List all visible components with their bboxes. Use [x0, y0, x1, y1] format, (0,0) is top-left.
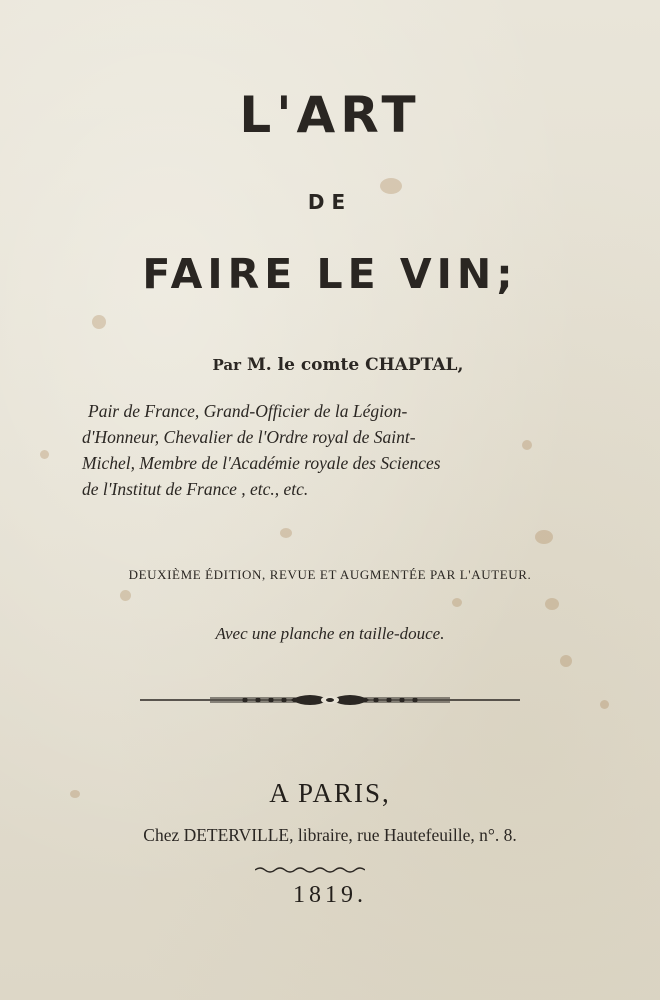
foxing-stain — [600, 700, 609, 709]
author-line — [8, 355, 660, 375]
edition-line: DEUXIÈME ÉDITION, REVUE ET AUGMENTÉE PAR L'AUTEUR. — [128, 567, 532, 582]
foxing-stain — [280, 528, 292, 538]
imprint-year: 1819. — [293, 882, 367, 908]
author-prefix: Par — [212, 356, 242, 374]
title-line-3: FAIRE LE VIN; — [142, 250, 518, 298]
foxing-stain — [120, 590, 131, 601]
title-line-2: DE — [307, 190, 353, 214]
small-rule — [255, 866, 365, 874]
foxing-stain — [535, 530, 553, 544]
author-titles-line: Michel, Membre de l'Académie royale des Sciences — [82, 453, 441, 473]
ornamental-rule — [140, 688, 520, 712]
plate-note: Avec une planche en taille-douce. — [215, 624, 445, 643]
author-titles — [82, 398, 568, 502]
foxing-stain — [40, 450, 49, 459]
foxing-stain — [92, 315, 106, 329]
author-name: M. le comte CHAPTAL, — [246, 355, 464, 375]
author-titles-line: d'Honneur, Chevalier de l'Ordre royal de Saint- — [82, 427, 416, 447]
imprint-city: A PARIS, — [269, 778, 391, 808]
author-titles-line: de l'Institut de France , etc., etc. — [82, 479, 309, 499]
imprint-publisher: Chez DETERVILLE, libraire, rue Hautefeuille, n°. 8. — [143, 825, 517, 845]
foxing-stain — [452, 598, 462, 607]
foxing-stain — [545, 598, 559, 610]
author-titles-line: Pair de France, Grand-Officier de la Légion- — [88, 401, 408, 421]
title-line-1: L'ART — [239, 86, 421, 144]
foxing-stain — [560, 655, 572, 667]
